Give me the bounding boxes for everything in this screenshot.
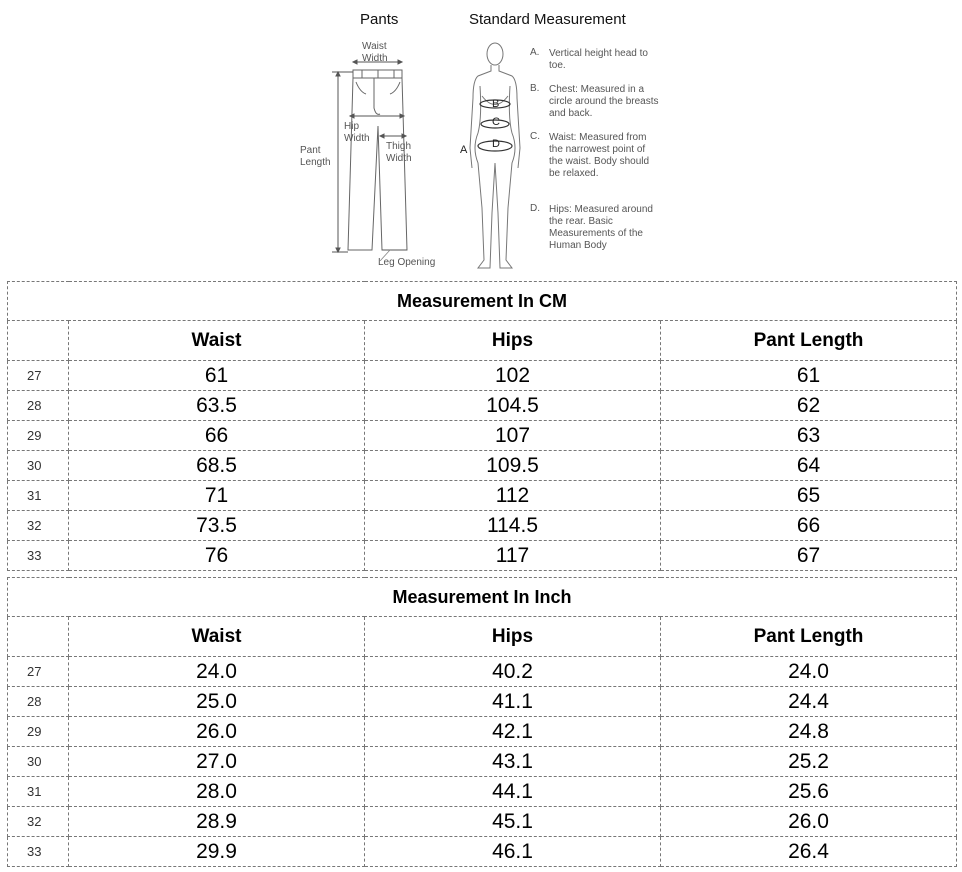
pant-length-cell: 64	[661, 451, 957, 481]
definition-letter-a: A.	[530, 47, 540, 58]
table-row	[8, 451, 957, 481]
pant-length-label-2: Length	[300, 157, 331, 168]
thigh-width-label-1: Thigh	[386, 141, 412, 152]
column-header-waist: Waist	[69, 617, 365, 657]
size-cell: 31	[8, 481, 69, 511]
table-row	[8, 421, 957, 451]
waist-cell: 68.5	[69, 451, 365, 481]
table-row	[8, 777, 957, 807]
pant-length-cell: 24.8	[661, 717, 957, 747]
size-cell: 33	[8, 541, 69, 571]
size-header-cell	[8, 617, 69, 657]
hips-cell: 40.2	[365, 657, 661, 687]
column-header-waist: Waist	[69, 321, 365, 361]
table-row	[8, 391, 957, 421]
hips-cell: 109.5	[365, 451, 661, 481]
table-row	[8, 511, 957, 541]
definition-text-b: Chest: Measured in a circle around the breasts and back.	[549, 84, 659, 119]
pant-length-cell: 63	[661, 421, 957, 451]
figure-letter-c: C	[492, 116, 500, 128]
hip-width-label-1: Hip	[344, 121, 360, 132]
pant-length-cell: 66	[661, 511, 957, 541]
table-row	[8, 361, 957, 391]
hips-cell: 41.1	[365, 687, 661, 717]
definition-letter-b: B.	[530, 83, 540, 94]
definition-letter-c: C.	[530, 131, 540, 142]
size-header-cell	[8, 321, 69, 361]
size-cell: 28	[8, 687, 69, 717]
waist-cell: 76	[69, 541, 365, 571]
pant-length-cell: 61	[661, 361, 957, 391]
column-header-pant-length: Pant Length	[661, 617, 957, 657]
leg-opening-label: Leg Opening	[378, 257, 436, 268]
definition-text-a: Vertical height head to toe.	[549, 48, 648, 71]
hips-cell: 107	[365, 421, 661, 451]
table-row	[8, 687, 957, 717]
hips-cell: 45.1	[365, 807, 661, 837]
pant-length-label-1: Pant	[300, 145, 321, 156]
hips-cell: 117	[365, 541, 661, 571]
cm-measurement-table	[7, 281, 957, 571]
size-cell: 29	[8, 717, 69, 747]
size-cell: 32	[8, 807, 69, 837]
size-cell: 27	[8, 361, 69, 391]
figure-letter-d: D	[492, 138, 500, 150]
size-cell: 27	[8, 657, 69, 687]
waist-cell: 61	[69, 361, 365, 391]
waist-width-label-1: Waist	[362, 41, 387, 52]
waist-cell: 24.0	[69, 657, 365, 687]
pant-length-cell: 26.0	[661, 807, 957, 837]
waist-cell: 66	[69, 421, 365, 451]
definition-text-d: Hips: Measured around the rear. Basic Measurements of the Human Body	[549, 204, 653, 251]
waist-cell: 25.0	[69, 687, 365, 717]
table-row	[8, 747, 957, 777]
pant-length-cell: 24.4	[661, 687, 957, 717]
waist-cell: 73.5	[69, 511, 365, 541]
column-header-hips: Hips	[365, 617, 661, 657]
hips-cell: 44.1	[365, 777, 661, 807]
thigh-width-label-2: Width	[386, 153, 412, 164]
inch-measurement-table	[7, 577, 957, 867]
body-figure-drawing	[458, 38, 528, 276]
hips-cell: 114.5	[365, 511, 661, 541]
pant-length-cell: 26.4	[661, 837, 957, 867]
pants-title: Pants	[360, 11, 399, 28]
pant-length-cell: 24.0	[661, 657, 957, 687]
pant-length-cell: 65	[661, 481, 957, 511]
hip-width-label-2: Width	[344, 133, 370, 144]
waist-cell: 28.0	[69, 777, 365, 807]
figure-letter-b: B	[492, 98, 500, 110]
hips-cell: 112	[365, 481, 661, 511]
figure-letter-a: A	[460, 144, 468, 156]
waist-cell: 28.9	[69, 807, 365, 837]
hips-cell: 104.5	[365, 391, 661, 421]
waist-cell: 29.9	[69, 837, 365, 867]
hips-cell: 46.1	[365, 837, 661, 867]
waist-cell: 26.0	[69, 717, 365, 747]
size-cell: 30	[8, 747, 69, 777]
standard-measurement-title: Standard Measurement	[469, 11, 626, 28]
pant-length-cell: 25.6	[661, 777, 957, 807]
table-row	[8, 481, 957, 511]
pant-length-cell: 62	[661, 391, 957, 421]
column-header-hips: Hips	[365, 321, 661, 361]
size-cell: 29	[8, 421, 69, 451]
table-row	[8, 657, 957, 687]
hips-cell: 42.1	[365, 717, 661, 747]
size-cell: 33	[8, 837, 69, 867]
column-header-pant-length: Pant Length	[661, 321, 957, 361]
size-cell: 28	[8, 391, 69, 421]
table-row	[8, 837, 957, 867]
hips-cell: 43.1	[365, 747, 661, 777]
pant-length-cell: 25.2	[661, 747, 957, 777]
waist-width-label-2: Width	[362, 53, 388, 64]
waist-cell: 27.0	[69, 747, 365, 777]
waist-cell: 63.5	[69, 391, 365, 421]
table-row	[8, 717, 957, 747]
size-cell: 31	[8, 777, 69, 807]
size-cell: 30	[8, 451, 69, 481]
table-title: Measurement In CM	[8, 282, 957, 321]
hips-cell: 102	[365, 361, 661, 391]
definition-letter-d: D.	[530, 203, 540, 214]
pants-drawing	[320, 36, 450, 261]
pant-length-cell: 67	[661, 541, 957, 571]
size-cell: 32	[8, 511, 69, 541]
definition-text-c: Waist: Measured from the narrowest point of the waist. Body should be relaxed.	[549, 132, 650, 179]
table-row	[8, 807, 957, 837]
table-row	[8, 541, 957, 571]
waist-cell: 71	[69, 481, 365, 511]
measurement-diagram	[0, 0, 962, 280]
table-title: Measurement In Inch	[8, 578, 957, 617]
